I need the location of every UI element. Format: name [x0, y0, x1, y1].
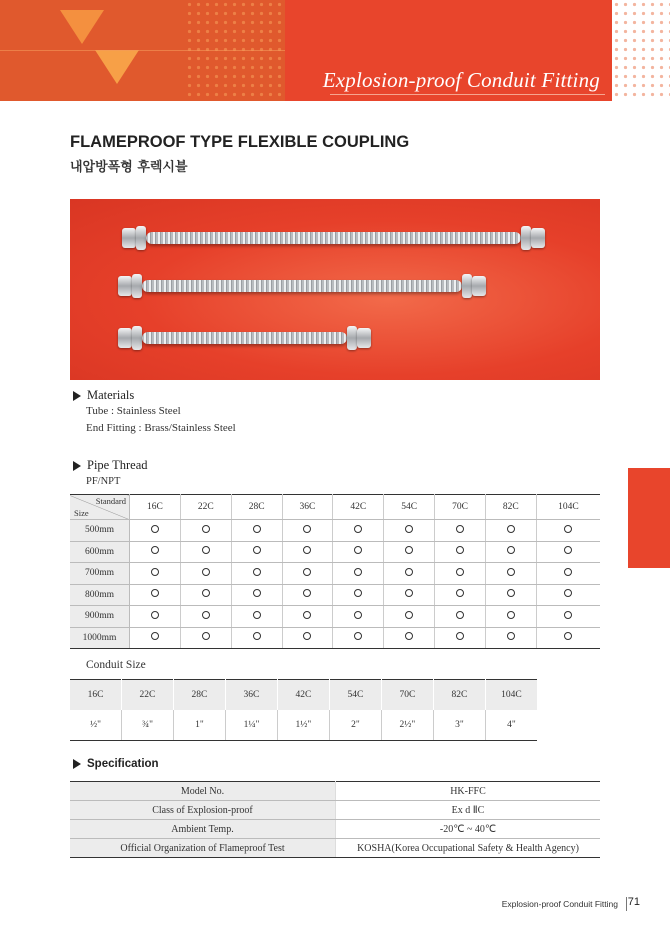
- size-value: 1¼": [225, 710, 277, 741]
- availability-mark: [253, 611, 261, 619]
- availability-mark: [202, 568, 210, 576]
- availability-mark: [151, 589, 159, 597]
- availability-mark: [303, 589, 311, 597]
- column-header: 82C: [433, 680, 485, 711]
- row-header: 800mm: [70, 584, 130, 606]
- banner-title: Explosion-proof Conduit Fitting: [322, 68, 600, 92]
- availability-mark: [151, 546, 159, 554]
- hose-fitting: [132, 274, 142, 298]
- availability-mark: [456, 589, 464, 597]
- triangle-bullet-icon: [73, 759, 81, 769]
- availability-mark: [202, 611, 210, 619]
- size-value: 3": [433, 710, 485, 741]
- spec-value: HK-FFC: [336, 782, 601, 801]
- spec-value: -20℃ ~ 40℃: [336, 820, 601, 839]
- availability-mark: [202, 589, 210, 597]
- hose-fitting: [521, 226, 531, 250]
- availability-mark: [354, 632, 362, 640]
- specification-table: [70, 781, 600, 858]
- availability-mark: [405, 568, 413, 576]
- spec-key: Official Organization of Flameproof Test: [70, 839, 336, 858]
- table-row: [70, 820, 600, 839]
- row-header: 600mm: [70, 541, 130, 563]
- hose-fitting: [347, 326, 357, 350]
- size-value: 4": [485, 710, 537, 741]
- row-header: 900mm: [70, 606, 130, 628]
- size-value: ¾": [121, 710, 173, 741]
- table-row: [70, 627, 600, 649]
- page-title: FLAMEPROOF TYPE FLEXIBLE COUPLING: [70, 133, 410, 151]
- availability-mark: [253, 546, 261, 554]
- hose-fitting: [132, 326, 142, 350]
- availability-mark: [303, 611, 311, 619]
- triangle-bullet-icon: [73, 391, 81, 401]
- column-header: 82C: [485, 495, 536, 520]
- column-header: 70C: [435, 495, 486, 520]
- spec-value: KOSHA(Korea Occupational Safety & Health Agency): [336, 839, 601, 858]
- availability-mark: [564, 611, 572, 619]
- size-value: 1½": [277, 710, 329, 741]
- materials-heading: Materials: [73, 388, 134, 403]
- pipe-thread-table: [70, 494, 600, 649]
- column-header: 54C: [329, 680, 381, 711]
- flexible-hose: [142, 280, 462, 292]
- banner-rule: [330, 94, 605, 95]
- table-row: [70, 782, 600, 801]
- column-header: 36C: [225, 680, 277, 711]
- table-row: [70, 606, 600, 628]
- availability-mark: [405, 589, 413, 597]
- availability-mark: [253, 525, 261, 533]
- hose-fitting: [118, 328, 132, 348]
- availability-mark: [151, 632, 159, 640]
- column-header: 22C: [180, 495, 231, 520]
- availability-mark: [507, 546, 515, 554]
- table-row: [70, 839, 600, 858]
- row-header: 700mm: [70, 563, 130, 585]
- hose-fitting: [472, 276, 486, 296]
- availability-mark: [202, 525, 210, 533]
- availability-mark: [303, 546, 311, 554]
- availability-mark: [564, 525, 572, 533]
- page-number: 71: [627, 896, 640, 908]
- table-corner-header: Standard Size: [70, 495, 130, 520]
- hose-fitting: [462, 274, 472, 298]
- column-header: 28C: [231, 495, 282, 520]
- spec-key: Model No.: [70, 782, 336, 801]
- hose-fitting: [136, 226, 146, 250]
- availability-mark: [151, 525, 159, 533]
- table-row: [70, 520, 600, 542]
- corner-dot-pattern: [612, 0, 670, 101]
- page-title-korean: 내압방폭형 후렉시블: [70, 160, 188, 175]
- availability-mark: [354, 611, 362, 619]
- materials-tube: Tube : Stainless Steel: [86, 405, 181, 417]
- row-header: 1000mm: [70, 627, 130, 649]
- banner-line: [0, 50, 285, 51]
- availability-mark: [507, 589, 515, 597]
- availability-mark: [303, 568, 311, 576]
- size-value: 2": [329, 710, 381, 741]
- table-row: [70, 541, 600, 563]
- availability-mark: [354, 568, 362, 576]
- availability-mark: [354, 525, 362, 533]
- availability-mark: [456, 525, 464, 533]
- availability-mark: [253, 589, 261, 597]
- spec-key: Ambient Temp.: [70, 820, 336, 839]
- column-header: 36C: [282, 495, 333, 520]
- column-header: 54C: [384, 495, 435, 520]
- availability-mark: [151, 568, 159, 576]
- table-row: [70, 563, 600, 585]
- size-value: ½": [70, 710, 121, 741]
- header-banner: [0, 0, 612, 101]
- availability-mark: [405, 632, 413, 640]
- availability-mark: [507, 611, 515, 619]
- hose-fitting: [531, 228, 545, 248]
- availability-mark: [202, 632, 210, 640]
- materials-end-fitting: End Fitting : Brass/Stainless Steel: [86, 422, 236, 434]
- availability-mark: [456, 568, 464, 576]
- hose-fitting: [118, 276, 132, 296]
- spec-key: Class of Explosion-proof: [70, 801, 336, 820]
- availability-mark: [303, 632, 311, 640]
- triangle-decoration: [95, 50, 139, 84]
- availability-mark: [405, 525, 413, 533]
- availability-mark: [405, 546, 413, 554]
- column-header: 28C: [173, 680, 225, 711]
- availability-mark: [564, 546, 572, 554]
- column-header: 22C: [121, 680, 173, 711]
- table-row: [70, 584, 600, 606]
- availability-mark: [303, 525, 311, 533]
- hose-fitting: [122, 228, 136, 248]
- availability-mark: [564, 632, 572, 640]
- availability-mark: [507, 568, 515, 576]
- conduit-size-table: [70, 679, 537, 741]
- product-photo: [70, 199, 600, 380]
- column-header: 16C: [70, 680, 121, 711]
- size-value: 1": [173, 710, 225, 741]
- row-header: 500mm: [70, 520, 130, 542]
- availability-mark: [405, 611, 413, 619]
- pipe-thread-subheading: PF/NPT: [86, 476, 121, 487]
- availability-mark: [507, 525, 515, 533]
- triangle-decoration: [60, 10, 104, 44]
- column-header: 104C: [485, 680, 537, 711]
- availability-mark: [253, 568, 261, 576]
- spec-value: Ex d ⅡC: [336, 801, 601, 820]
- flexible-hose: [146, 232, 521, 244]
- table-row: [70, 801, 600, 820]
- hose-fitting: [357, 328, 371, 348]
- size-value: 2½": [381, 710, 433, 741]
- availability-mark: [202, 546, 210, 554]
- availability-mark: [456, 632, 464, 640]
- availability-mark: [456, 546, 464, 554]
- triangle-bullet-icon: [73, 461, 81, 471]
- flexible-hose: [142, 332, 347, 344]
- availability-mark: [354, 589, 362, 597]
- availability-mark: [354, 546, 362, 554]
- conduit-size-heading: Conduit Size: [86, 659, 146, 671]
- section-tab: [628, 468, 670, 568]
- availability-mark: [253, 632, 261, 640]
- column-header: 104C: [536, 495, 600, 520]
- column-header: 42C: [333, 495, 384, 520]
- column-header: 70C: [381, 680, 433, 711]
- availability-mark: [507, 632, 515, 640]
- footer-text: Explosion-proof Conduit Fitting: [501, 899, 618, 909]
- availability-mark: [456, 611, 464, 619]
- pipe-thread-heading: Pipe Thread: [73, 458, 148, 473]
- availability-mark: [564, 589, 572, 597]
- column-header: 16C: [130, 495, 181, 520]
- availability-mark: [151, 611, 159, 619]
- specification-heading: Specification: [73, 758, 159, 770]
- availability-mark: [564, 568, 572, 576]
- column-header: 42C: [277, 680, 329, 711]
